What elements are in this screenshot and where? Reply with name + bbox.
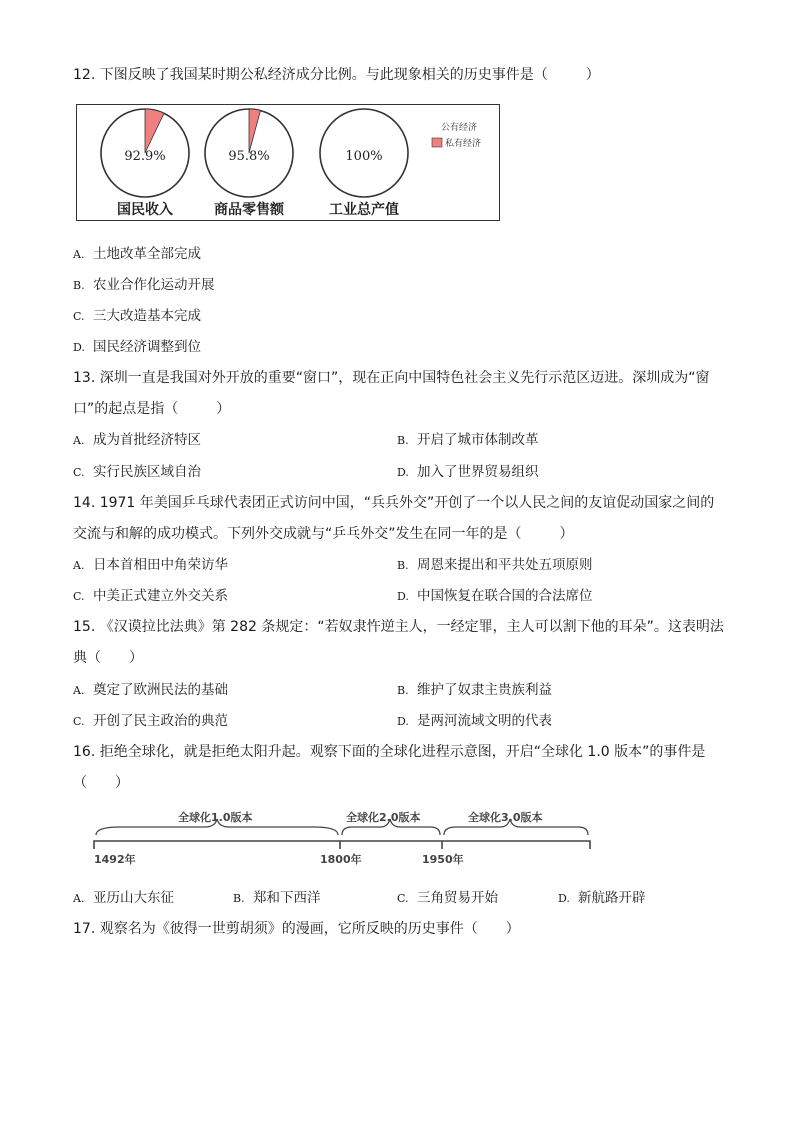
q13-stem-line2: 口”的起点是指（ ） bbox=[73, 401, 231, 417]
pie-2-category-label: 商品零售额 bbox=[214, 202, 284, 218]
stage2-label: 全球化2.0版本 bbox=[346, 811, 421, 824]
q15-option-a[interactable]: A. 奠定了欧洲民法的基础 bbox=[73, 682, 228, 698]
q12-option-b[interactable]: B. 农业合作化运动开展 bbox=[73, 277, 215, 293]
q14-option-b[interactable]: B. 周恩来提出和平共处五项原则 bbox=[397, 557, 593, 573]
pie-1-percent-label: 92.9% bbox=[124, 149, 166, 164]
pie-3-percent-label: 100% bbox=[345, 149, 383, 164]
q14-option-c[interactable]: C. 中美正式建立外交关系 bbox=[73, 588, 228, 604]
q15-option-d[interactable]: D. 是两河流域文明的代表 bbox=[397, 713, 552, 729]
pie-1-category-label: 国民收入 bbox=[117, 202, 173, 218]
q15-option-b[interactable]: B. 维护了奴隶主贵族利益 bbox=[397, 682, 552, 698]
q14-option-a[interactable]: A. 日本首相田中角荣访华 bbox=[73, 557, 228, 573]
stage3-label: 全球化3.0版本 bbox=[468, 811, 543, 824]
q16-option-c[interactable]: C. 三角贸易开始 bbox=[397, 890, 498, 906]
q15-option-c[interactable]: C. 开创了民主政治的典范 bbox=[73, 713, 228, 729]
pie-3-category-label: 工业总产值 bbox=[329, 202, 399, 218]
q13-option-b[interactable]: B. 开启了城市体制改革 bbox=[397, 432, 539, 448]
stage1-label: 全球化1.0版本 bbox=[178, 811, 253, 824]
timeline-svg bbox=[90, 805, 610, 875]
q13-stem-line1: 13. 深圳一直是我国对外开放的重要“窗口”，现在正向中国特色社会主义先行示范区迈进。深圳成为“窗 bbox=[73, 370, 710, 386]
q12-option-c[interactable]: C. 三大改造基本完成 bbox=[73, 308, 201, 324]
pie-2-percent-label: 95.8% bbox=[228, 149, 270, 164]
q13-option-c[interactable]: C. 实行民族区域自治 bbox=[73, 464, 201, 480]
q14-stem-line2: 交流与和解的成功模式。下列外交成就与“乒乓外交”发生在同一年的是（ ） bbox=[73, 526, 574, 542]
globalization-timeline bbox=[90, 805, 610, 879]
legend-private-swatch bbox=[432, 138, 442, 147]
year-1492-label: 1492年 bbox=[94, 853, 136, 866]
year-1800-label: 1800年 bbox=[320, 853, 362, 866]
q16-option-a[interactable]: A. 亚历山大东征 bbox=[73, 890, 174, 906]
q12-option-d[interactable]: D. 国民经济调整到位 bbox=[73, 339, 201, 355]
year-1950-label: 1950年 bbox=[422, 853, 464, 866]
pie-chart-svg bbox=[77, 105, 501, 222]
q14-stem-line1: 14. 1971 年美国乒乓球代表团正式访问中国，“兵兵外交”开创了一个以人民之间的友谊促动国家之间的 bbox=[73, 495, 715, 511]
q14-option-d[interactable]: D. 中国恢复在联合国的合法席位 bbox=[397, 588, 593, 604]
q13-option-d[interactable]: D. 加入了世界贸易组织 bbox=[397, 464, 539, 480]
q15-stem-line1: 15. 《汉谟拉比法典》第 282 条规定：“若奴隶忤逆主人，一经定罪，主人可以割下他的耳朵”。这表明法 bbox=[73, 619, 724, 635]
legend-public-label: 公有经济 bbox=[441, 123, 478, 133]
q16-stem-line1: 16. 拒绝全球化，就是拒绝太阳升起。观察下面的全球化进程示意图，开启“全球化 1.0 版本”的事件是 bbox=[73, 744, 706, 760]
pie-figure bbox=[76, 104, 500, 221]
q12-option-a[interactable]: A. 土地改革全部完成 bbox=[73, 246, 201, 262]
q13-option-a[interactable]: A. 成为首批经济特区 bbox=[73, 432, 201, 448]
legend-private-label: 私有经济 bbox=[445, 139, 482, 149]
timeline-axis bbox=[94, 841, 590, 849]
q17-stem: 17. 观察名为《彼得一世剪胡须》的漫画，它所反映的历史事件（ ） bbox=[73, 921, 520, 937]
q16-stem-line2: （ ） bbox=[73, 775, 129, 791]
q15-stem-line2: 典（ ） bbox=[73, 650, 143, 666]
q16-option-b[interactable]: B. 郑和下西洋 bbox=[233, 890, 321, 906]
q12-stem: 12. 下图反映了我国某时期公私经济成分比例。与此现象相关的历史事件是（ ） bbox=[73, 67, 600, 83]
q16-option-d[interactable]: D. 新航路开辟 bbox=[558, 890, 646, 906]
